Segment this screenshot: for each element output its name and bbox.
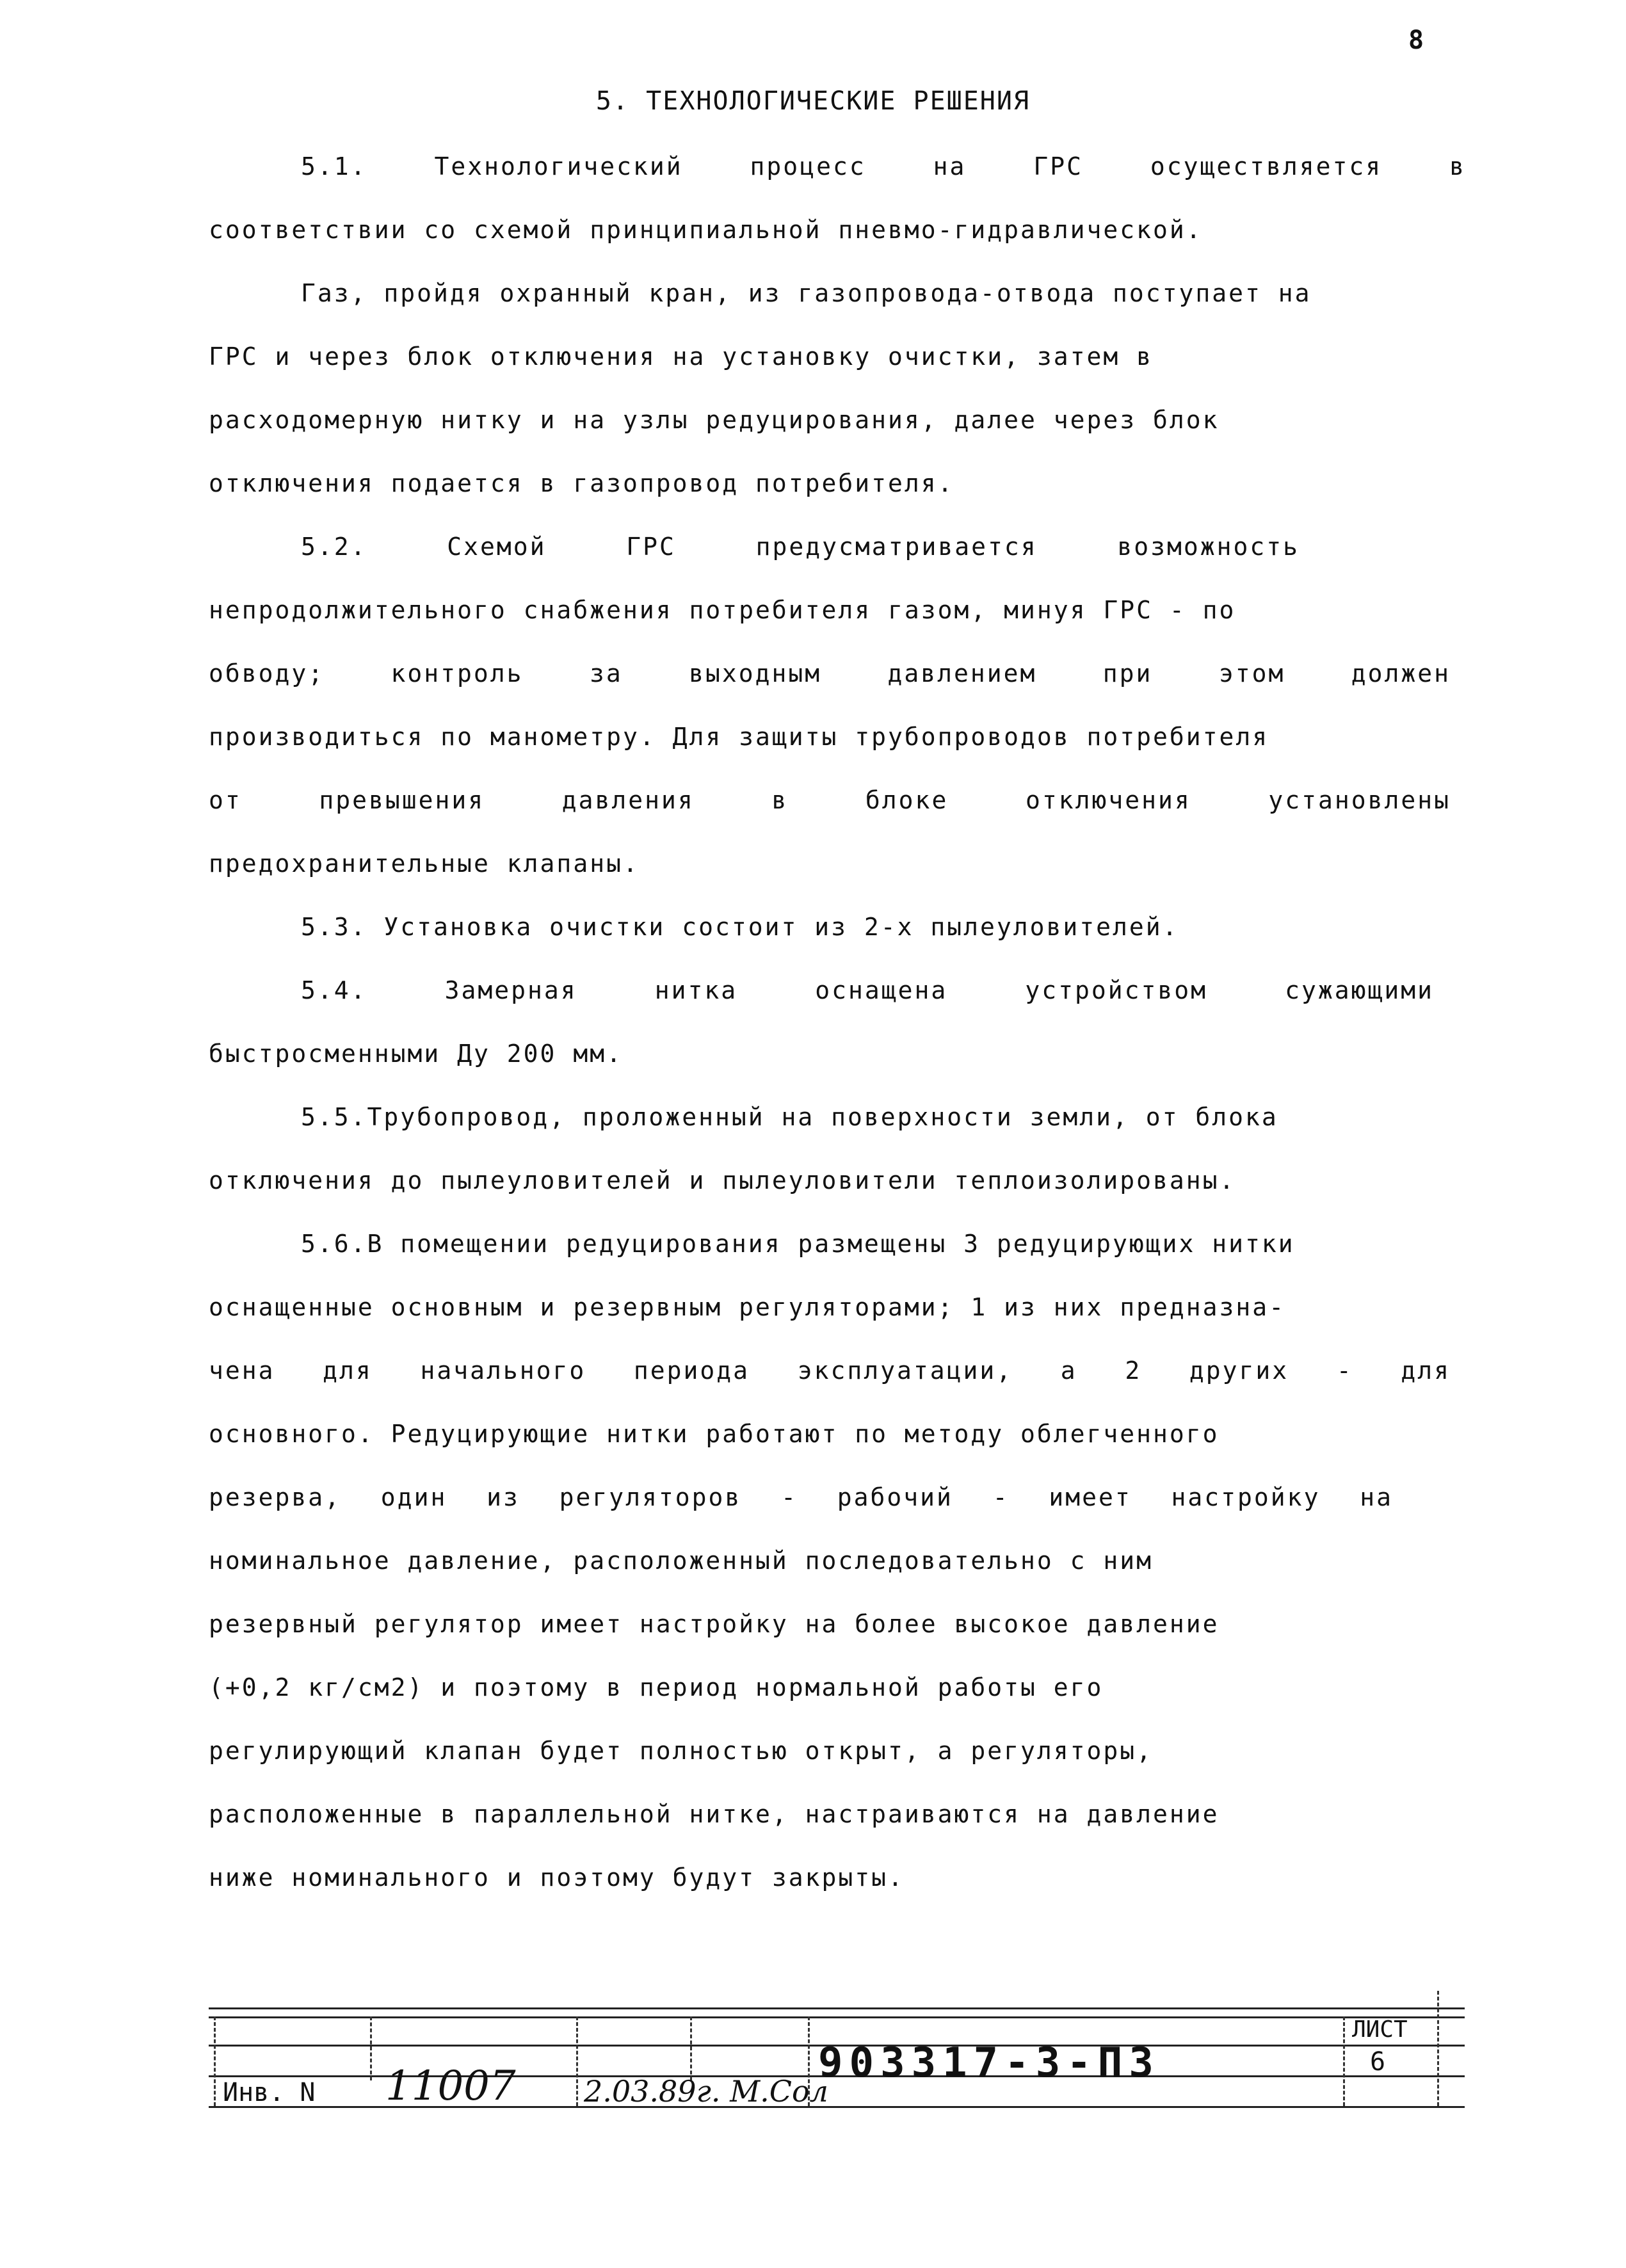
text-line: номинальное давление, расположенный последовательно с ним bbox=[209, 1547, 1154, 1575]
title-block-divider bbox=[1343, 2016, 1345, 2106]
text-line: ГРС и через блок отключения на установку очистки, затем в bbox=[209, 342, 1154, 371]
section-title: 5. ТЕХНОЛОГИЧЕСКИЕ РЕШЕНИЯ bbox=[595, 86, 1031, 116]
text-line: 5.6.В помещении редуцирования размещены 3 редуцирующих нитки bbox=[301, 1230, 1295, 1258]
text-line: отключения подается в газопровод потребителя. bbox=[209, 469, 954, 497]
text-line: 5.1. Технологический процесс на ГРС осуществляется в bbox=[301, 152, 1466, 181]
text-line: расходомерную нитку и на узлы редуцирования, далее через блок bbox=[209, 406, 1220, 434]
text-line: 5.2. Схемой ГРС предусматривается возможность bbox=[301, 533, 1300, 561]
title-block-divider bbox=[214, 2016, 216, 2106]
text-line: непродолжительного снабжения потребителя газом, минуя ГРС - по bbox=[209, 596, 1236, 624]
document-code: 903317-3-ПЗ bbox=[818, 2039, 1160, 2087]
text-line: быстросменными Ду 200 мм. bbox=[209, 1040, 623, 1068]
title-block-line bbox=[209, 2007, 1465, 2009]
title-block-divider bbox=[690, 2016, 692, 2080]
sheet-number: 6 bbox=[1370, 2047, 1386, 2077]
text-line: 5.4. Замерная нитка оснащена устройством сужающими bbox=[301, 976, 1434, 1004]
inventory-label: Инв. N bbox=[223, 2078, 316, 2107]
text-line: Газ, пройдя охранный кран, из газопровода-отвода поступает на bbox=[301, 279, 1312, 307]
text-line: предохранительные клапаны. bbox=[209, 849, 640, 878]
sheet-label: ЛИСТ bbox=[1352, 2016, 1408, 2043]
text-line: обводу; контроль за выходным давлением при этом должен bbox=[209, 659, 1451, 688]
text-line: 5.3. Установка очистки состоит из 2-х пылеуловителей. bbox=[301, 913, 1179, 941]
text-line: оснащенные основным и резервным регуляторами; 1 из них предназна- bbox=[209, 1293, 1286, 1321]
title-block-divider bbox=[1437, 1991, 1439, 2106]
title-block-divider bbox=[576, 2016, 578, 2106]
inventory-number: 11007 bbox=[385, 2063, 516, 2110]
title-block-line bbox=[209, 2016, 1465, 2018]
text-line: отключения до пылеуловителей и пылеуловители теплоизолированы. bbox=[209, 1166, 1236, 1194]
page-number: 8 bbox=[1408, 26, 1424, 55]
text-line: 5.5.Трубопровод, проложенный на поверхности земли, от блока bbox=[301, 1103, 1278, 1131]
date-signature: 2.03.89г. М.Сол bbox=[584, 2074, 828, 2109]
text-line: основного. Редуцирующие нитки работают по методу облегченного bbox=[209, 1420, 1220, 1448]
text-line: производиться по манометру. Для защиты трубопроводов потребителя bbox=[209, 723, 1269, 751]
text-line: резерва, один из регуляторов - рабочий - имеет настройку на bbox=[209, 1483, 1393, 1511]
title-block-divider bbox=[370, 2016, 372, 2080]
text-line: регулирующий клапан будет полностью открыт, а регуляторы, bbox=[209, 1737, 1154, 1765]
text-line: резервный регулятор имеет настройку на более высокое давление bbox=[209, 1610, 1220, 1638]
text-line: чена для начального периода эксплуатации, а 2 других - для bbox=[209, 1356, 1451, 1385]
text-line: соответствии со схемой принципиальной пневмо-гидравлической. bbox=[209, 216, 1203, 244]
text-line: от превышения давления в блоке отключения установлены bbox=[209, 786, 1451, 814]
text-line: (+0,2 кг/см2) и поэтому в период нормальной работы его bbox=[209, 1673, 1104, 1701]
text-line: ниже номинального и поэтому будут закрыты. bbox=[209, 1863, 905, 1892]
text-line: расположенные в параллельной нитке, настраиваются на давление bbox=[209, 1800, 1220, 1828]
